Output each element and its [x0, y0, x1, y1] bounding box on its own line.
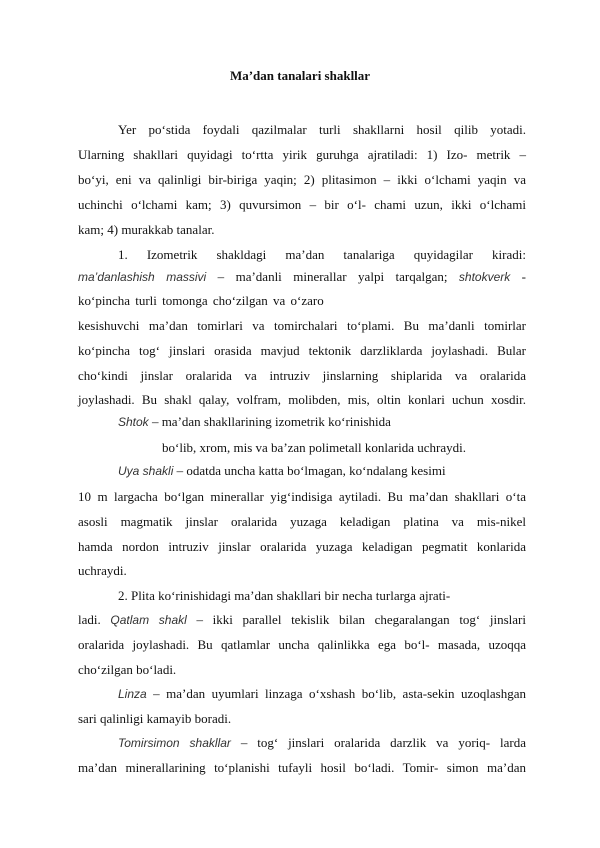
text-line: uchraydi.: [78, 563, 127, 578]
text-line: Ularning shakllari quyidagi to‘rtta yirik guruhga ajratiladi: 1) Izo- metrik –: [78, 147, 526, 162]
text-line: Tomirsimon shakllar – tog‘ jinslari oralarida darzlik va yoriq- larda: [118, 735, 526, 750]
text-line: joylashadi. Bu shakl qalay, volfram, molibden, mis, oltin konlari uchun xosdir.: [78, 392, 526, 407]
text-line: ma’dan minerallarining to‘planishi tufayli hosil bo‘ladi. Tomir- simon ma’dan: [78, 760, 526, 775]
text-line: 10 m largacha bo‘lgan minerallar yig‘indisiga aytiladi. Bu ma’dan shakllari o‘ta: [78, 489, 526, 504]
text-line: 2. Plita ko‘rinishidagi ma’dan shakllari bir necha turlarga ajrati-: [118, 588, 451, 603]
term-italic: ma’danlashish massivi: [78, 270, 207, 284]
text-line: asosli magmatik jinslar oralarida yuzaga keladigan platina va mis-nikel: [78, 514, 526, 529]
term-italic: Tomirsimon shakllar: [118, 736, 231, 750]
term-italic: Linza: [118, 687, 147, 701]
text-line: Yer po‘stida foydali qazilmalar turli shakllarni hosil qilib yotadi.: [118, 122, 526, 137]
term-italic: Uya shakli: [118, 464, 174, 478]
text-line: sari qalinligi kamayib boradi.: [78, 711, 232, 726]
text-line: uchinchi o‘lchami kam; 3) quvursimon – bir o‘l- chami uzun, ikki o‘lchami: [78, 197, 526, 212]
text-line: ma’danlashish massivi – ma’danli minerallar yalpi tarqalgan; shtokverk -: [78, 269, 527, 284]
term-italic: Shtok: [118, 415, 149, 429]
text-line: ko‘pincha turli tomonga cho‘zilgan va o‘zaro: [78, 293, 324, 308]
term-italic: shtokverk: [458, 270, 511, 284]
text-line: oralarida joylashadi. Bu qatlamlar uncha qalinlikka ega bo‘l- masada, uzoqqa: [78, 637, 526, 652]
text-line: Linza – ma’dan uyumlari linzaga o‘xshash bo‘lib, asta-sekin uzoqlashgan: [118, 686, 526, 701]
text-line: kesishuvchi ma’dan tomirlari va tomirchalari to‘plami. Bu ma’danli tomirlar: [78, 318, 526, 333]
text-line: ladi. Qatlam shakl – ikki parallel tekislik bilan chegaralangan tog‘ jinslari: [78, 612, 527, 627]
text-line: cho‘kindi jinslar oralarida va intruziv jinslarning shiplarida va oralarida: [78, 368, 526, 383]
text-line: cho‘zilgan bo‘ladi.: [78, 662, 177, 677]
term-italic: Qatlam shakl: [110, 613, 187, 627]
text-line: bo‘yi, eni va qalinligi bir-biriga yaqin; 2) plitasimon – ikki o‘lchami yaqin va: [78, 172, 526, 187]
text-line: Uya shakli – odatda uncha katta bo‘lmagan, ko‘ndalang kesimi: [118, 463, 446, 478]
text-line: kam; 4) murakkab tanalar.: [78, 222, 215, 237]
text-line: ko‘pincha tog‘ jinslari orasida mavjud tektonik darzliklarda joylashadi. Bular: [78, 343, 526, 358]
text-line: 1. Izometrik shakldagi ma’dan tanalariga quyidagilar kiradi:: [118, 247, 526, 262]
text-line: bo‘lib, xrom, mis va ba’zan polimetall konlarida uchraydi.: [162, 440, 466, 455]
page-title: Ma’dan tanalari shakllar: [229, 68, 371, 83]
text-line: hamda nordon intruziv jinslar oralarida yuzaga keladigan pegmatit konlarida: [78, 539, 526, 554]
text-line: Shtok – ma’dan shakllarining izometrik ko‘rinishida: [118, 414, 391, 429]
